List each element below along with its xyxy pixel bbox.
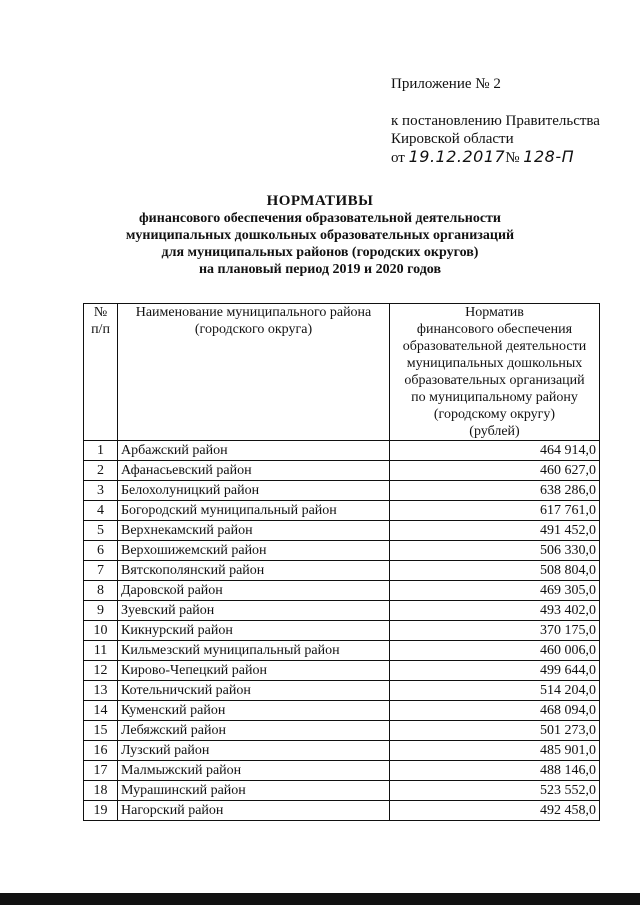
- handwritten-number: 128-П: [523, 147, 575, 166]
- row-value: 508 804,0: [390, 561, 600, 581]
- table-row: [84, 441, 600, 461]
- appendix-date-line: [391, 148, 600, 167]
- row-number: 1: [84, 441, 118, 461]
- table-row: [84, 481, 600, 501]
- row-number: 12: [84, 661, 118, 681]
- table-header-row: [84, 304, 600, 441]
- number-prefix: №: [505, 150, 520, 166]
- row-name: Верхнекамский район: [118, 521, 390, 541]
- row-name: Нагорский район: [118, 801, 390, 821]
- header-name-line: (городского округа): [194, 322, 313, 337]
- title-main: НОРМАТИВЫ: [266, 193, 374, 209]
- header-value-line: Норматив: [465, 305, 524, 320]
- table-row: [84, 681, 600, 701]
- row-name: Афанасьевский район: [118, 461, 390, 481]
- row-value: 491 452,0: [390, 521, 600, 541]
- title-line: муниципальных дошкольных образовательных организаций: [125, 228, 515, 243]
- row-number: 8: [84, 581, 118, 601]
- row-value: 488 146,0: [390, 761, 600, 781]
- row-value: 485 901,0: [390, 741, 600, 761]
- row-value: 501 273,0: [390, 721, 600, 741]
- table-row: [84, 621, 600, 641]
- header-number-sign: №: [93, 305, 108, 320]
- row-number: 16: [84, 741, 118, 761]
- row-number: 3: [84, 481, 118, 501]
- row-number: 19: [84, 801, 118, 821]
- header-value-line: по муниципальному району: [411, 390, 578, 405]
- title-line: финансового обеспечения образовательной деятельности: [139, 211, 501, 226]
- from-prefix: от: [391, 150, 405, 166]
- row-number: 6: [84, 541, 118, 561]
- table-row: [84, 781, 600, 801]
- header-name-line: Наименование муниципального района: [135, 305, 372, 320]
- row-number: 13: [84, 681, 118, 701]
- header-value-line: финансового обеспечения: [416, 322, 573, 337]
- row-number: 18: [84, 781, 118, 801]
- appendix-region-line: Кировской области: [391, 131, 514, 147]
- row-value: 506 330,0: [390, 541, 600, 561]
- appendix-decree-line: к постановлению Правительства: [391, 113, 600, 129]
- row-name: Лузский район: [118, 741, 390, 761]
- table-row: [84, 561, 600, 581]
- table-row: [84, 701, 600, 721]
- table-row: [84, 721, 600, 741]
- row-name: Зуевский район: [118, 601, 390, 621]
- row-number: 7: [84, 561, 118, 581]
- header-value-line: образовательной деятельности: [402, 339, 587, 354]
- row-name: Котельничский район: [118, 681, 390, 701]
- row-name: Белохолуницкий район: [118, 481, 390, 501]
- table-row: [84, 501, 600, 521]
- header-value-line: (рублей): [469, 424, 520, 439]
- row-number: 2: [84, 461, 118, 481]
- table-row: [84, 581, 600, 601]
- header-value: [390, 304, 600, 441]
- norms-table: [83, 303, 600, 821]
- handwritten-date: 19.12.2017: [408, 147, 506, 166]
- row-name: Кикнурский район: [118, 621, 390, 641]
- row-name: Богородский муниципальный район: [118, 501, 390, 521]
- table-row: [84, 461, 600, 481]
- row-name: Верхошижемский район: [118, 541, 390, 561]
- row-value: 468 094,0: [390, 701, 600, 721]
- row-value: 370 175,0: [390, 621, 600, 641]
- title-line: для муниципальных районов (городских округов): [161, 245, 479, 260]
- row-value: 514 204,0: [390, 681, 600, 701]
- row-number: 17: [84, 761, 118, 781]
- row-name: Кильмезский муниципальный район: [118, 641, 390, 661]
- row-number: 14: [84, 701, 118, 721]
- row-value: 460 627,0: [390, 461, 600, 481]
- row-name: Лебяжский район: [118, 721, 390, 741]
- row-name: Куменский район: [118, 701, 390, 721]
- row-value: 499 644,0: [390, 661, 600, 681]
- row-number: 11: [84, 641, 118, 661]
- row-name: Кирово-Чепецкий район: [118, 661, 390, 681]
- row-number: 9: [84, 601, 118, 621]
- row-name: Арбажский район: [118, 441, 390, 461]
- header-number: [84, 304, 118, 441]
- document-title: [0, 193, 640, 278]
- appendix-block: [391, 75, 600, 167]
- row-name: Вятскополянский район: [118, 561, 390, 581]
- table-row: [84, 741, 600, 761]
- header-name: [118, 304, 390, 441]
- table-row: [84, 801, 600, 821]
- table-row: [84, 661, 600, 681]
- row-value: 469 305,0: [390, 581, 600, 601]
- title-line: на плановый период 2019 и 2020 годов: [198, 262, 442, 277]
- row-value: 460 006,0: [390, 641, 600, 661]
- row-name: Мурашинский район: [118, 781, 390, 801]
- table-row: [84, 601, 600, 621]
- row-number: 15: [84, 721, 118, 741]
- row-value: 464 914,0: [390, 441, 600, 461]
- row-number: 10: [84, 621, 118, 641]
- row-value: 492 458,0: [390, 801, 600, 821]
- row-value: 617 761,0: [390, 501, 600, 521]
- header-value-line: образовательных организаций: [404, 373, 585, 388]
- table-row: [84, 761, 600, 781]
- table-row: [84, 541, 600, 561]
- row-value: 638 286,0: [390, 481, 600, 501]
- spacer: [391, 93, 600, 112]
- row-value: 523 552,0: [390, 781, 600, 801]
- header-number-abbr: п/п: [91, 322, 110, 337]
- table-row: [84, 641, 600, 661]
- appendix-label: Приложение № 2: [391, 76, 501, 92]
- row-name: Малмыжский район: [118, 761, 390, 781]
- row-number: 4: [84, 501, 118, 521]
- header-value-line: (городскому округу): [433, 407, 556, 422]
- row-value: 493 402,0: [390, 601, 600, 621]
- header-value-line: муниципальных дошкольных: [406, 356, 583, 371]
- row-number: 5: [84, 521, 118, 541]
- scan-edge-bar: [0, 893, 640, 905]
- table-row: [84, 521, 600, 541]
- row-name: Даровской район: [118, 581, 390, 601]
